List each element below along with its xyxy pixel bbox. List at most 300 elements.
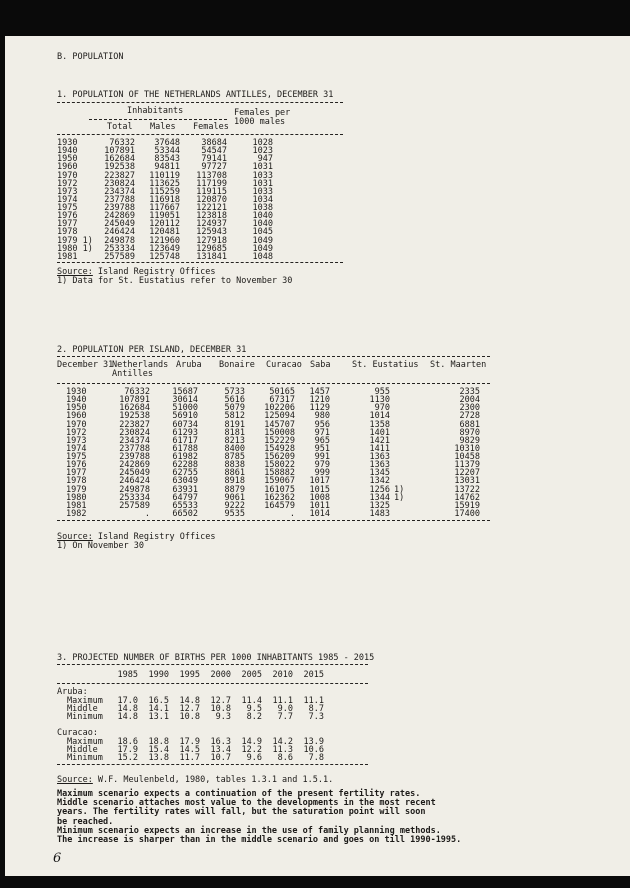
table-cell: 18.6 (117, 737, 138, 747)
table-cell: 10.7 (210, 753, 231, 764)
table-cell: 980 (314, 411, 330, 422)
table-cell: 76332 (124, 387, 150, 397)
table-cell: 8785 (224, 452, 245, 462)
table-cell: 9.0 (277, 704, 293, 715)
table1-body (57, 139, 273, 261)
table-cell: 2004 (459, 395, 480, 406)
table-cell: 2015 (303, 670, 324, 680)
table-cell: 1981 (57, 251, 78, 262)
table-cell: 239788 (104, 203, 135, 213)
table-cell: Maximum (67, 696, 103, 706)
table-cell: 11.1 (303, 696, 324, 706)
table2-col-header-bonaire: Bonaire (219, 360, 255, 370)
table2-body (57, 388, 480, 518)
table-cell: 10.8 (179, 712, 200, 723)
table-cell: 1972 (66, 427, 87, 438)
table-cell: 159067 (264, 476, 295, 487)
table2-title: 2. POPULATION PER ISLAND, DECEMBER 31 (57, 345, 247, 355)
table-cell: 14762 (454, 492, 480, 503)
table-cell: 1973 (57, 186, 78, 197)
table3-curacao-rows (57, 738, 324, 762)
table-cell: 7.7 (277, 712, 293, 723)
table-cell: 62755 (172, 468, 198, 479)
table-cell: 9829 (459, 435, 480, 446)
table-cell: 1980 1) (57, 243, 93, 254)
table-cell: 8879 (224, 484, 245, 495)
scan-border-top (0, 0, 630, 36)
table-cell: 119115 (196, 186, 227, 197)
table-cell: 253334 (119, 492, 150, 503)
table-cell: 1974 (57, 194, 78, 205)
table-cell: 117199 (196, 178, 227, 189)
table-cell: 156209 (264, 452, 295, 462)
table-cell: 152229 (264, 435, 295, 446)
table-cell: 1040 (252, 219, 273, 230)
dashed-rule (57, 102, 343, 103)
dashed-rule (57, 520, 490, 521)
table-cell: 1038 (252, 203, 273, 213)
table-cell: 110119 (149, 170, 180, 181)
table-cell: 11.3 (272, 745, 293, 756)
table-cell: 14.8 (117, 712, 138, 723)
table-row (57, 502, 480, 510)
table-cell: 10.6 (303, 745, 324, 756)
table-cell: 79141 (201, 154, 227, 165)
table-cell: 30614 (172, 395, 198, 406)
table-cell: 8191 (224, 419, 245, 430)
table-cell: 158882 (264, 468, 295, 479)
table-cell: 120870 (196, 194, 227, 205)
table-cell: 150008 (264, 427, 295, 438)
scenario-notes (57, 790, 461, 845)
table-cell: 955 (374, 387, 390, 397)
table-cell: 1031 (252, 162, 273, 173)
table-cell: 117667 (149, 203, 180, 213)
table-cell: 234374 (119, 435, 150, 446)
table1-title: 1. POPULATION OF THE NETHERLANDS ANTILLES, DECEMBER 31 (57, 90, 334, 100)
table-cell: 1930 (66, 387, 87, 397)
table-cell: 37648 (154, 138, 180, 148)
table-cell: 1981 (66, 500, 87, 511)
table-cell: 107891 (119, 395, 150, 406)
table-cell: 979 (314, 460, 330, 471)
table-cell: 1950 (57, 154, 78, 165)
table-cell: 64797 (172, 492, 198, 503)
table-cell: . (289, 508, 295, 519)
table-cell: 5616 (224, 395, 245, 406)
table-cell: 15.4 (148, 745, 169, 756)
table-cell: 1210 (309, 395, 330, 406)
table-cell: 15.2 (117, 753, 138, 764)
table-cell: Middle (67, 704, 98, 715)
table-cell: 246424 (119, 476, 150, 487)
table-cell: 1342 (369, 476, 390, 487)
table-cell: 65533 (172, 500, 198, 511)
table3-group-label-aruba: Aruba: (57, 687, 88, 697)
table-cell: 2000 (210, 670, 231, 680)
source-text: Island Registry Offices (97, 267, 216, 277)
table3-aruba-rows (57, 697, 324, 721)
table-cell: 242869 (119, 460, 150, 471)
table-cell: 1256 1) (369, 484, 405, 495)
table-cell: 1970 (66, 419, 87, 430)
table-cell: 131841 (196, 251, 227, 262)
table-cell: 102206 (264, 403, 295, 414)
table-cell: 107891 (104, 146, 135, 157)
table-cell: 1028 (252, 138, 273, 148)
table-cell: 16.5 (148, 696, 169, 706)
table-cell: 1995 (179, 670, 200, 680)
table-cell: 14.2 (272, 737, 293, 747)
table2-col-header-curacao: Curacao (266, 360, 302, 370)
table-cell: 1977 (66, 468, 87, 479)
table-cell: 1363 (369, 460, 390, 471)
table-cell: 1011 (309, 500, 330, 511)
dashed-rule (57, 134, 343, 135)
table-cell: 94811 (154, 162, 180, 173)
footnote-marker: 1) (394, 484, 405, 495)
table-cell: 8838 (224, 460, 245, 471)
table2-col-header-st-eustatius: St. Eustatius (352, 360, 419, 370)
table-cell: 9061 (224, 492, 245, 503)
table-cell: 253334 (104, 243, 135, 254)
table-cell: 116918 (149, 194, 180, 205)
table-cell: 7.3 (308, 712, 324, 723)
dashed-rule (57, 262, 343, 263)
table-cell: 13.9 (303, 737, 324, 747)
table-cell: 1014 (369, 411, 390, 422)
table-cell: 1970 (57, 170, 78, 181)
table-cell: 1483 (369, 508, 390, 519)
table-cell: 162362 (264, 492, 295, 503)
table-cell: 11.4 (241, 696, 262, 706)
table-cell: 1972 (57, 178, 78, 189)
table-cell: 1130 (369, 395, 390, 406)
table-cell: 8970 (459, 427, 480, 438)
table-cell: 1421 (369, 435, 390, 446)
table-cell: 1978 (66, 476, 87, 487)
table-cell: 63931 (172, 484, 198, 495)
table-cell: 97727 (201, 162, 227, 173)
table-cell: 9535 (224, 508, 245, 519)
table-cell: 230824 (119, 427, 150, 438)
source-label: Source: (57, 532, 93, 542)
table-cell: 164579 (264, 500, 295, 511)
table-cell: 124937 (196, 219, 227, 230)
table2-col-header-date: December 31 (57, 360, 114, 370)
table-cell: 51000 (172, 403, 198, 414)
page-number: 6 (53, 851, 62, 866)
table-cell: 17.9 (179, 737, 200, 747)
table2-col-header-saba: Saba (310, 360, 331, 370)
table-cell: Minimum (67, 712, 103, 723)
table-cell: Maximum (67, 737, 103, 747)
table-cell: 1960 (57, 162, 78, 173)
table-cell: 1049 (252, 235, 273, 246)
table-cell: Middle (67, 745, 98, 756)
table-cell: 1033 (252, 186, 273, 197)
table-cell: 161075 (264, 484, 295, 495)
table-cell: 56910 (172, 411, 198, 422)
table-cell: 123818 (196, 211, 227, 222)
table-cell: 1982 (66, 508, 87, 519)
table3-group-label-curacao: Curacao: (57, 728, 98, 738)
source-label: Source: (57, 775, 93, 785)
table-cell: 14.5 (179, 745, 200, 756)
table-cell: 127918 (196, 235, 227, 246)
table1-ratio-header: Females per 1000 males (234, 108, 291, 127)
table-cell: 1960 (66, 411, 87, 422)
table-cell: 16.3 (210, 737, 231, 747)
table-cell: 1017 (309, 476, 330, 487)
table-cell: 17400 (454, 508, 480, 519)
table-cell: 53344 (154, 146, 180, 157)
table-cell: 1930 (57, 138, 78, 148)
table-row (57, 713, 324, 721)
table1-footnote: 1) Data for St. Eustatius refer to November 30 (57, 276, 293, 286)
table-cell: 1325 (369, 500, 390, 511)
table-cell: 7.8 (308, 753, 324, 764)
note-line: years. The fertility rates will fall, but the saturation point will soon (57, 807, 426, 818)
note-line: Middle scenario attaches most value to the developments in the most recent (57, 798, 436, 809)
table1-col-header-total: Total (107, 122, 133, 132)
table-cell: 1031 (252, 178, 273, 189)
source-label: Source: (57, 267, 93, 277)
table-row (57, 510, 480, 518)
table-cell: 50165 (269, 387, 295, 397)
table-cell: 1345 (369, 468, 390, 479)
table-cell: 971 (314, 427, 330, 438)
table-cell: 951 (314, 443, 330, 454)
table-cell: 11.1 (272, 696, 293, 706)
note-line: be reached. (57, 816, 114, 827)
table-cell: 1363 (369, 452, 390, 462)
table1-group-header: Inhabitants (127, 106, 184, 116)
table-cell: 1940 (66, 395, 87, 406)
table-cell: 999 (314, 468, 330, 479)
table-cell: 2300 (459, 403, 480, 414)
table-cell: 956 (314, 419, 330, 430)
table-cell: 246424 (104, 227, 135, 238)
table-cell: 9.3 (215, 712, 231, 723)
table3-title: 3. PROJECTED NUMBER OF BIRTHS PER 1000 INHABITANTS 1985 - 2015 (57, 653, 375, 663)
table-cell: 61293 (172, 427, 198, 438)
table3-year-header-row (57, 671, 324, 679)
table-cell: 9222 (224, 500, 245, 511)
table-cell: 38684 (201, 138, 227, 148)
dashed-rule (89, 119, 227, 120)
table-cell: 245049 (119, 468, 150, 479)
table-cell: 125094 (264, 411, 295, 422)
table-cell: 1049 (252, 243, 273, 254)
table-cell: 947 (257, 154, 273, 165)
table-cell: 129685 (196, 243, 227, 254)
table-cell: 14.1 (148, 704, 169, 715)
table-cell: 10310 (454, 443, 480, 454)
table-cell: 234374 (104, 186, 135, 197)
table-cell: 61717 (172, 435, 198, 446)
table-cell: 242869 (104, 211, 135, 222)
note-line: The increase is sharper than in the middle scenario and goes on till 1990-1995. (57, 835, 462, 846)
table-cell: 11.7 (179, 753, 200, 764)
table-cell: 8918 (224, 476, 245, 487)
table-cell: 223827 (104, 170, 135, 181)
table-cell: 1344 1) (369, 492, 405, 503)
table-cell: 63049 (172, 476, 198, 487)
table-cell: 162684 (104, 154, 135, 165)
dashed-rule (57, 383, 490, 384)
scan-border-bottom (0, 876, 630, 888)
table-cell: 61788 (172, 443, 198, 454)
table-cell: 192538 (104, 162, 135, 173)
table-cell: 6881 (459, 419, 480, 430)
table-cell: 14.8 (179, 696, 200, 706)
table-cell: 123649 (149, 243, 180, 254)
table-cell: 13.1 (148, 712, 169, 723)
table-cell: 1975 (57, 203, 78, 213)
table-cell: 12207 (454, 468, 480, 479)
table-cell: 1979 1) (57, 235, 93, 246)
table-cell: 13.4 (210, 745, 231, 756)
table-cell: 8213 (224, 435, 245, 446)
table-cell: 1015 (309, 484, 330, 495)
table-cell: 1979 (66, 484, 87, 495)
dashed-rule (57, 356, 490, 357)
table-cell: 1980 (66, 492, 87, 503)
table-cell: 5812 (224, 411, 245, 422)
table-cell: 17.9 (117, 745, 138, 756)
table-cell: 61982 (172, 452, 198, 462)
table-cell: 158022 (264, 460, 295, 471)
table-cell: 237788 (119, 443, 150, 454)
table-row (57, 754, 324, 762)
table-cell: 145707 (264, 419, 295, 430)
table-cell: 17.0 (117, 696, 138, 706)
table-cell: 1040 (252, 211, 273, 222)
table-cell: 1940 (57, 146, 78, 157)
note-line: Minimum scenario expects an increase in the use of family planning methods. (57, 825, 441, 836)
table-cell: 1990 (148, 670, 169, 680)
table-cell: 13.8 (148, 753, 169, 764)
table-cell: 1411 (369, 443, 390, 454)
table2-col-header-aruba: Aruba (176, 360, 202, 370)
table-cell: 970 (374, 403, 390, 414)
table2-footnote: 1) On November 30 (57, 541, 144, 551)
table-cell: 1048 (252, 251, 273, 262)
table1-col-header-females: Females (193, 122, 229, 132)
table-cell: Minimum (67, 753, 103, 764)
table-cell: 249878 (104, 235, 135, 246)
table-cell: 1977 (57, 219, 78, 230)
table-cell: 249878 (119, 484, 150, 495)
table-cell: 1045 (252, 227, 273, 238)
table-cell: 965 (314, 435, 330, 446)
table-cell: 83543 (154, 154, 180, 165)
dashed-rule (57, 664, 368, 665)
table-cell: 121960 (149, 235, 180, 246)
table-cell: 1034 (252, 194, 273, 205)
table-cell: 11379 (454, 460, 480, 471)
table-cell: 113708 (196, 170, 227, 181)
table-cell: 12.2 (241, 745, 262, 756)
table-cell: 10.8 (210, 704, 231, 715)
table-cell: 237788 (104, 194, 135, 205)
table-cell: 62288 (172, 460, 198, 471)
table-cell: 192538 (119, 411, 150, 422)
table-cell: 18.8 (148, 737, 169, 747)
scan-border-left (0, 0, 5, 888)
section-heading: B. POPULATION (57, 52, 124, 62)
table-cell: 113625 (149, 178, 180, 189)
dashed-rule (57, 683, 368, 684)
table-cell: 1975 (66, 452, 87, 462)
source-text: W.F. Meulenbeld, 1980, tables 1.3.1 and 1.5.1. (97, 775, 334, 785)
table-cell: 1008 (309, 492, 330, 503)
table-cell: 1401 (369, 427, 390, 438)
table-cell: 12.7 (179, 704, 200, 715)
table-cell: 122121 (196, 203, 227, 213)
table-cell: 9.6 (246, 753, 262, 764)
table-cell: 54547 (201, 146, 227, 157)
table-cell: 67317 (269, 395, 295, 406)
table-cell: 239788 (119, 452, 150, 462)
table-cell: 8.7 (308, 704, 324, 715)
table-cell: 257589 (104, 251, 135, 262)
table-cell: 1978 (57, 227, 78, 238)
table-cell: 230824 (104, 178, 135, 189)
table-cell: 15687 (172, 387, 198, 397)
table-cell: 991 (314, 452, 330, 462)
table-cell: 8861 (224, 468, 245, 479)
table-cell: 14.8 (117, 704, 138, 715)
table-cell: 66502 (172, 508, 198, 519)
table-cell: 257589 (119, 500, 150, 511)
table-cell: 223827 (119, 419, 150, 430)
table3-source-line (57, 776, 333, 785)
table-row (57, 253, 273, 261)
table-cell: 120481 (149, 227, 180, 238)
table-cell: 2728 (459, 411, 480, 422)
table-cell: 1014 (309, 508, 330, 519)
table-cell: 1950 (66, 403, 87, 414)
table-cell: 125748 (149, 251, 180, 262)
note-line: Maximum scenario expects a continuation of the present fertility rates. (57, 789, 421, 799)
table-cell: 9.5 (246, 704, 262, 715)
table-cell: 120112 (149, 219, 180, 230)
table-cell: 8.2 (246, 712, 262, 723)
table-cell: 154928 (264, 443, 295, 454)
table-cell: 13722 (454, 484, 480, 495)
table-cell: 1358 (369, 419, 390, 430)
table-cell: 1973 (66, 435, 87, 446)
table-cell: 115259 (149, 186, 180, 197)
table-cell: 1023 (252, 146, 273, 157)
table-cell: 76332 (109, 138, 135, 148)
table-cell: 10458 (454, 452, 480, 462)
dashed-rule (57, 764, 368, 765)
table-cell: 1974 (66, 443, 87, 454)
table-cell: 119051 (149, 211, 180, 222)
table-cell: 2010 (272, 670, 293, 680)
table2-col-header-st-maarten: St. Maarten (430, 360, 487, 370)
table-cell: 13031 (454, 476, 480, 487)
table-cell: 2335 (459, 387, 480, 397)
table-row (107, 671, 324, 679)
table-cell: 1976 (66, 460, 87, 471)
table-cell: 8.6 (277, 753, 293, 764)
table-cell: . (144, 508, 150, 519)
table-cell: 8400 (224, 443, 245, 454)
